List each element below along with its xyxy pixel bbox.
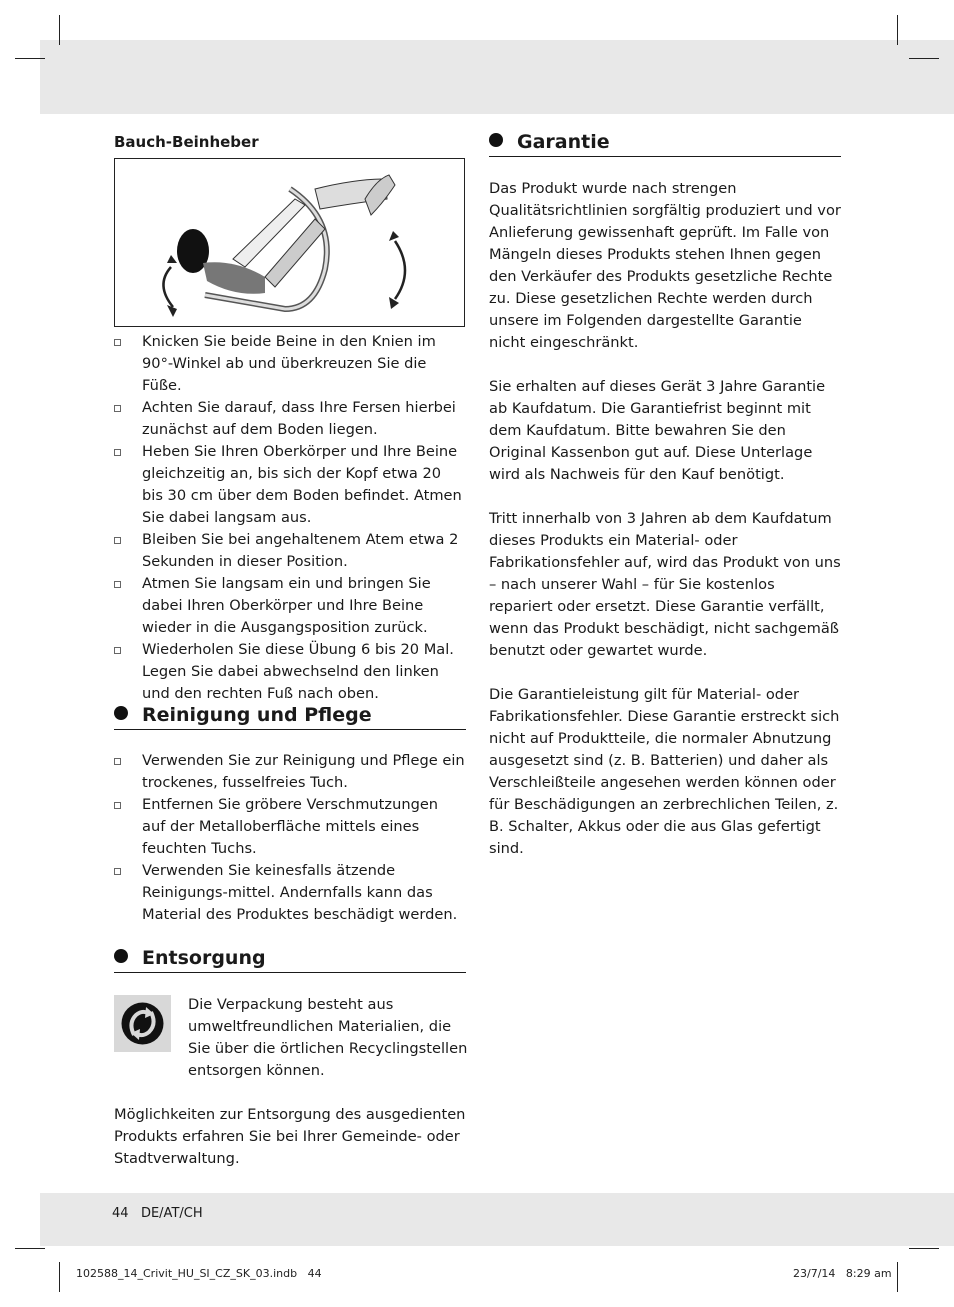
crop-mark [59, 15, 60, 45]
exercise-figure-icon [115, 159, 464, 326]
crop-mark [909, 1248, 939, 1249]
disposal-note: Möglichkeiten zur Entsorgung des ausgedienten Produkts erfahren Sie bei Ihrer Gemeinde- oder Stadtverwaltung. [114, 1106, 466, 1167]
warranty-text [489, 178, 841, 860]
exercise-title: Bauch-Beinheber [114, 133, 259, 151]
page-footer [112, 1206, 203, 1221]
bullet-dot-icon [489, 133, 503, 147]
exercise-illustration [114, 158, 465, 327]
crop-mark [59, 1262, 60, 1292]
exercise-steps [114, 331, 466, 705]
cleaning-list [114, 750, 466, 926]
section-heading-warranty [489, 130, 841, 157]
warranty-paragraph: Sie erhalten auf dieses Gerät 3 Jahre Garantie ab Kaufdatum. Die Garantiefrist beginnt mit dem Kaufdatum. Bitte bewahren Sie den Original Kassenbon gut auf. Diese Unterlage wird als Nachweis für den Kauf benötigt. [489, 378, 826, 483]
header-band [40, 40, 954, 114]
list-item: Achten Sie darauf, dass Ihre Fersen hierbei zunächst auf dem Boden liegen. [114, 397, 466, 441]
list-item: Entfernen Sie gröbere Verschmutzungen auf der Metalloberfläche mittels eines feuchten Tuchs. [114, 794, 466, 860]
section-heading-cleaning [114, 703, 466, 730]
warranty-paragraph: Das Produkt wurde nach strengen Qualitätsrichtlinien sorgfältig produziert und vor Anlieferung gewissenhaft geprüft. Im Falle von Mängeln dieses Produkts stehen Ihnen gegen den Verkäufer des Produkts gesetzliche Rechte zu. Diese gesetzlichen Rechte werden durch unsere im Folgenden dargestellte Garantie nicht eingeschränkt. [489, 180, 841, 351]
crop-mark [897, 1262, 898, 1292]
bullet-dot-icon [114, 706, 128, 720]
section-heading-disposal [114, 946, 466, 973]
recycle-icon [114, 995, 171, 1052]
warranty-paragraph: Die Garantieleistung gilt für Material- oder Fabrikationsfehler. Diese Garantie erstreckt sich nicht auf Produktteile, die normaler Abnutzung ausgesetzt sind (z. B. Batterien) und daher als Verschleißteile angesehen werden können oder für Beschädigungen an zerbrechlichen Teilen, z. B. Schalter, Akkus oder die aus Glas gefertigt sind. [489, 686, 840, 857]
imprint-file: 102588_14_Crivit_HU_SI_CZ_SK_03.indb 44 [76, 1267, 322, 1280]
crop-mark [909, 58, 939, 59]
list-item: Verwenden Sie zur Reinigung und Pflege ein trockenes, fusselfreies Tuch. [114, 750, 466, 794]
bullet-dot-icon [114, 949, 128, 963]
list-item: Atmen Sie langsam ein und bringen Sie dabei Ihren Oberkörper und Ihre Beine wieder in die Ausgangsposition zurück. [114, 573, 466, 639]
list-item: Bleiben Sie bei angehaltenem Atem etwa 2 Sekunden in dieser Position. [114, 529, 466, 573]
imprint-timestamp: 23/7/14 8:29 am [793, 1267, 892, 1280]
section-title: Garantie [517, 131, 610, 153]
page-number: 44 [112, 1206, 129, 1221]
crop-mark [15, 1248, 45, 1249]
warranty-paragraph: Tritt innerhalb von 3 Jahren ab dem Kaufdatum dieses Produkts ein Material- oder Fabrikationsfehler auf, wird das Produkt von uns – nach unserer Wahl – für Sie kostenlos repariert oder ersetzt. Diese Garantie verfällt, wenn das Produkt beschädigt, nicht sachgemäß benutzt oder gewartet wurde. [489, 510, 841, 659]
crop-mark [15, 58, 45, 59]
list-item: Knicken Sie beide Beine in den Knien im 90°-Winkel ab und überkreuzen Sie die Füße. [114, 331, 466, 397]
region-code: DE/AT/CH [140, 1206, 203, 1221]
section-title: Reinigung und Pflege [142, 704, 372, 726]
packaging-text: Die Verpackung besteht aus umweltfreundlichen Materialien, die Sie über die örtlichen Recyclingstellen entsorgen können. [188, 996, 468, 1079]
section-title: Entsorgung [142, 947, 266, 969]
list-item: Wiederholen Sie diese Übung 6 bis 20 Mal. Legen Sie dabei abwechselnd den linken und den rechten Fuß nach oben. [114, 639, 466, 705]
list-item: Heben Sie Ihren Oberkörper und Ihre Beine gleichzeitig an, bis sich der Kopf etwa 20 bis 30 cm über dem Boden befindet. Atmen Sie dabei langsam aus. [114, 441, 466, 529]
green-dot-recycling-logo [114, 995, 171, 1052]
crop-mark [897, 15, 898, 45]
list-item: Verwenden Sie keinesfalls ätzende Reinigungs-mittel. Andernfalls kann das Material des Produktes beschädigt werden. [114, 860, 466, 926]
